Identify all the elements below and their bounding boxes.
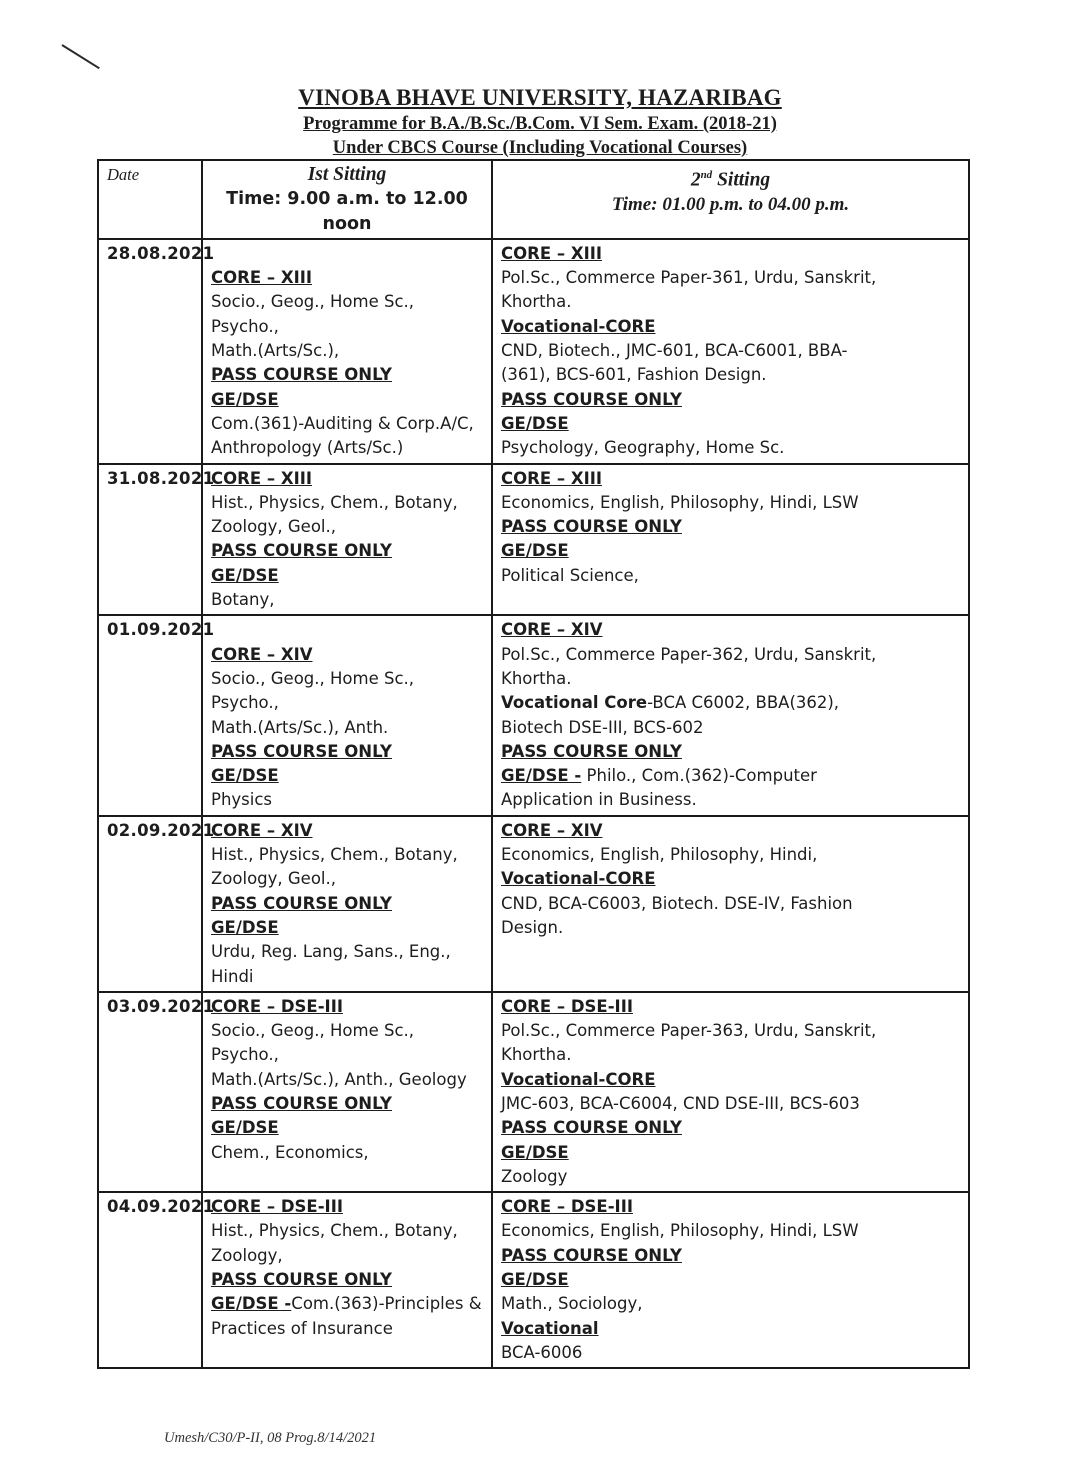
subject-line: Zoology — [501, 1166, 568, 1186]
subject-line: CND, Biotech., JMC-601, BCA-C6001, BBA- — [501, 341, 848, 361]
subject-line: Math.(Arts/Sc.), Anth. — [211, 717, 389, 737]
ge-dse-label: GE/DSE — [211, 917, 279, 937]
core-label: CORE – XIII — [211, 268, 312, 288]
subject-line: JMC-603, BCA-C6004, CND DSE-III, BCS-603 — [501, 1093, 860, 1113]
core-label: CORE – XIV — [211, 644, 313, 664]
core-label: CORE – XIII — [501, 468, 602, 488]
ge-dse-line — [501, 764, 960, 788]
subject-line: Khortha. — [501, 668, 572, 688]
vocational-core-label: Vocational Core — [501, 693, 648, 713]
scan-stroke-mark — [61, 44, 99, 69]
core-label: CORE – XIII — [501, 243, 602, 263]
university-title: VINOBA BHAVE UNIVERSITY, HAZARIBAG — [298, 85, 782, 110]
subject-line: Com.(361)-Auditing & Corp.A/C, — [211, 413, 474, 433]
vocational-core-subjects: -BCA C6002, BBA(362), — [647, 693, 840, 713]
core-label: CORE – DSE-III — [501, 996, 633, 1016]
second-sitting-cell — [492, 992, 969, 1192]
second-sitting-suffix: nd — [700, 169, 713, 181]
subject-line: Hist., Physics, Chem., Botany, — [211, 845, 458, 865]
pass-course-label: PASS COURSE ONLY — [501, 1118, 682, 1138]
table-row — [98, 239, 969, 464]
pass-course-label: PASS COURSE ONLY — [501, 1245, 682, 1265]
subject-line: Zoology, — [211, 1245, 283, 1265]
subject-line: Application in Business. — [501, 790, 697, 810]
subject-line: Economics, English, Philosophy, Hindi, LSW — [501, 1221, 859, 1241]
pass-course-label: PASS COURSE ONLY — [501, 517, 682, 537]
vocational-core-label: Vocational-CORE — [501, 1069, 656, 1089]
course-subtitle: Under CBCS Course (Including Vocational Courses) — [332, 138, 748, 158]
subject-line: Socio., Geog., Home Sc., Psycho., — [211, 1021, 415, 1065]
subject-line: (361), BCS-601, Fashion Design. — [501, 365, 767, 385]
table-row — [98, 816, 969, 992]
pass-course-label: PASS COURSE ONLY — [211, 365, 392, 385]
ge-dse-label: GE/DSE — [211, 766, 279, 786]
subject-line: Practices of Insurance — [211, 1318, 393, 1338]
ge-dse-line — [211, 1292, 483, 1316]
core-label: CORE – XIII — [211, 468, 312, 488]
vocational-core-line — [501, 691, 960, 715]
row-date: 01.09.2021 — [98, 615, 202, 815]
row-date: 28.08.2021 — [98, 239, 202, 464]
subject-line: Math., Sociology, — [501, 1294, 643, 1314]
subject-line: Botany, — [211, 590, 275, 610]
ge-dse-subjects: Philo., Com.(362)-Computer — [581, 766, 817, 786]
ge-dse-label: GE/DSE — [501, 1142, 569, 1162]
exam-schedule-table — [97, 159, 970, 1369]
second-sitting-cell — [492, 816, 969, 992]
ge-dse-label: GE/DSE — [501, 1270, 569, 1290]
first-sitting-cell — [202, 615, 492, 815]
subject-line: Zoology, Geol., — [211, 517, 337, 537]
subject-line: Khortha. — [501, 1045, 572, 1065]
subject-line: Pol.Sc., Commerce Paper-362, Urdu, Sanskrit, — [501, 644, 877, 664]
row-date: 04.09.2021 — [98, 1192, 202, 1368]
subject-line: Zoology, Geol., — [211, 869, 337, 889]
ge-dse-label: GE/DSE — [501, 413, 569, 433]
pass-course-label: PASS COURSE ONLY — [211, 1093, 392, 1113]
core-label: CORE – DSE-III — [211, 996, 343, 1016]
first-sitting-cell — [202, 992, 492, 1192]
subject-line: Chem., Economics, — [211, 1142, 369, 1162]
subject-line: Hist., Physics, Chem., Botany, — [211, 492, 458, 512]
pass-course-label: PASS COURSE ONLY — [501, 741, 682, 761]
row-date: 03.09.2021 — [98, 992, 202, 1192]
pass-course-label: PASS COURSE ONLY — [211, 893, 392, 913]
first-sitting-header — [202, 160, 492, 239]
second-sitting-cell — [492, 615, 969, 815]
first-sitting-cell — [202, 239, 492, 464]
ge-dse-label: GE/DSE — [211, 389, 279, 409]
subject-line: BCA-6006 — [501, 1342, 583, 1362]
row-date: 02.09.2021 — [98, 816, 202, 992]
second-sitting-number: 2 — [690, 169, 701, 191]
first-sitting-cell — [202, 1192, 492, 1368]
table-row — [98, 615, 969, 815]
vocational-core-label: Vocational-CORE — [501, 869, 656, 889]
subject-line: Physics — [211, 790, 273, 810]
second-sitting-word: Sitting — [712, 169, 771, 191]
second-sitting-time: Time: 01.00 p.m. to 04.00 p.m. — [611, 193, 850, 215]
pass-course-label: PASS COURSE ONLY — [211, 741, 392, 761]
subject-line: Urdu, Reg. Lang, Sans., Eng., — [211, 942, 451, 962]
first-sitting-time: Time: 9.00 a.m. to 12.00 noon — [226, 189, 468, 234]
second-sitting-cell — [492, 1192, 969, 1368]
subject-line: Pol.Sc., Commerce Paper-361, Urdu, Sanskrit, — [501, 268, 877, 288]
subject-line: CND, BCA-C6003, Biotech. DSE-IV, Fashion — [501, 893, 853, 913]
subject-line: Political Science, — [501, 565, 639, 585]
table-row — [98, 1192, 969, 1368]
core-label: CORE – XIV — [501, 820, 603, 840]
footer-reference: Umesh/C30/P-II, 08 Prog.8/14/2021 — [164, 1430, 377, 1446]
table-row — [98, 992, 969, 1192]
ge-dse-label: GE/DSE — [211, 565, 279, 585]
subject-line: Anthropology (Arts/Sc.) — [211, 438, 404, 458]
first-sitting-cell — [202, 464, 492, 616]
second-sitting-header — [492, 160, 969, 239]
pass-course-label: PASS COURSE ONLY — [211, 541, 392, 561]
subject-line: Design. — [501, 917, 564, 937]
row-date: 31.08.2021 — [98, 464, 202, 616]
document-header — [0, 84, 1080, 160]
ge-dse-label: GE/DSE — [211, 1118, 279, 1138]
subject-line: Khortha. — [501, 292, 572, 312]
second-sitting-title — [501, 163, 960, 193]
table-row — [98, 464, 969, 616]
core-label: CORE – XIV — [211, 820, 313, 840]
second-sitting-cell — [492, 239, 969, 464]
pass-course-label: PASS COURSE ONLY — [211, 1270, 392, 1290]
first-sitting-cell — [202, 816, 492, 992]
subject-line: Economics, English, Philosophy, Hindi, — [501, 845, 818, 865]
spacer — [211, 242, 483, 266]
subject-line: Pol.Sc., Commerce Paper-363, Urdu, Sanskrit, — [501, 1021, 877, 1041]
core-label: CORE – DSE-III — [501, 1197, 633, 1217]
spacer — [211, 618, 483, 642]
subject-line: Hist., Physics, Chem., Botany, — [211, 1221, 458, 1241]
subject-line: Economics, English, Philosophy, Hindi, LSW — [501, 492, 859, 512]
date-column-header: Date — [98, 160, 202, 239]
core-label: CORE – DSE-III — [211, 1197, 343, 1217]
programme-subtitle: Programme for B.A./B.Sc./B.Com. VI Sem. Exam. (2018-21) — [303, 114, 777, 134]
second-sitting-cell — [492, 464, 969, 616]
ge-dse-label: GE/DSE — [501, 541, 569, 561]
subject-line: Biotech DSE-III, BCS-602 — [501, 717, 704, 737]
table-header-row — [98, 160, 969, 239]
ge-dse-subjects: Com.(363)-Principles & — [291, 1294, 482, 1314]
vocational-core-label: Vocational-CORE — [501, 316, 656, 336]
subject-line: Math.(Arts/Sc.), Anth., Geology — [211, 1069, 467, 1089]
subject-line: Socio., Geog., Home Sc., Psycho., — [211, 292, 415, 336]
subject-line: Hindi — [211, 966, 254, 986]
ge-dse-label: GE/DSE - — [211, 1294, 292, 1314]
subject-line: Math.(Arts/Sc.), — [211, 341, 340, 361]
subject-line: Socio., Geog., Home Sc., Psycho., — [211, 668, 415, 713]
first-sitting-title: Ist Sitting — [307, 164, 387, 185]
core-label: CORE – XIV — [501, 620, 603, 640]
ge-dse-label: GE/DSE - — [501, 766, 582, 786]
subject-line: Psychology, Geography, Home Sc. — [501, 438, 785, 458]
pass-course-label: PASS COURSE ONLY — [501, 389, 682, 409]
vocational-label: Vocational — [501, 1318, 599, 1338]
